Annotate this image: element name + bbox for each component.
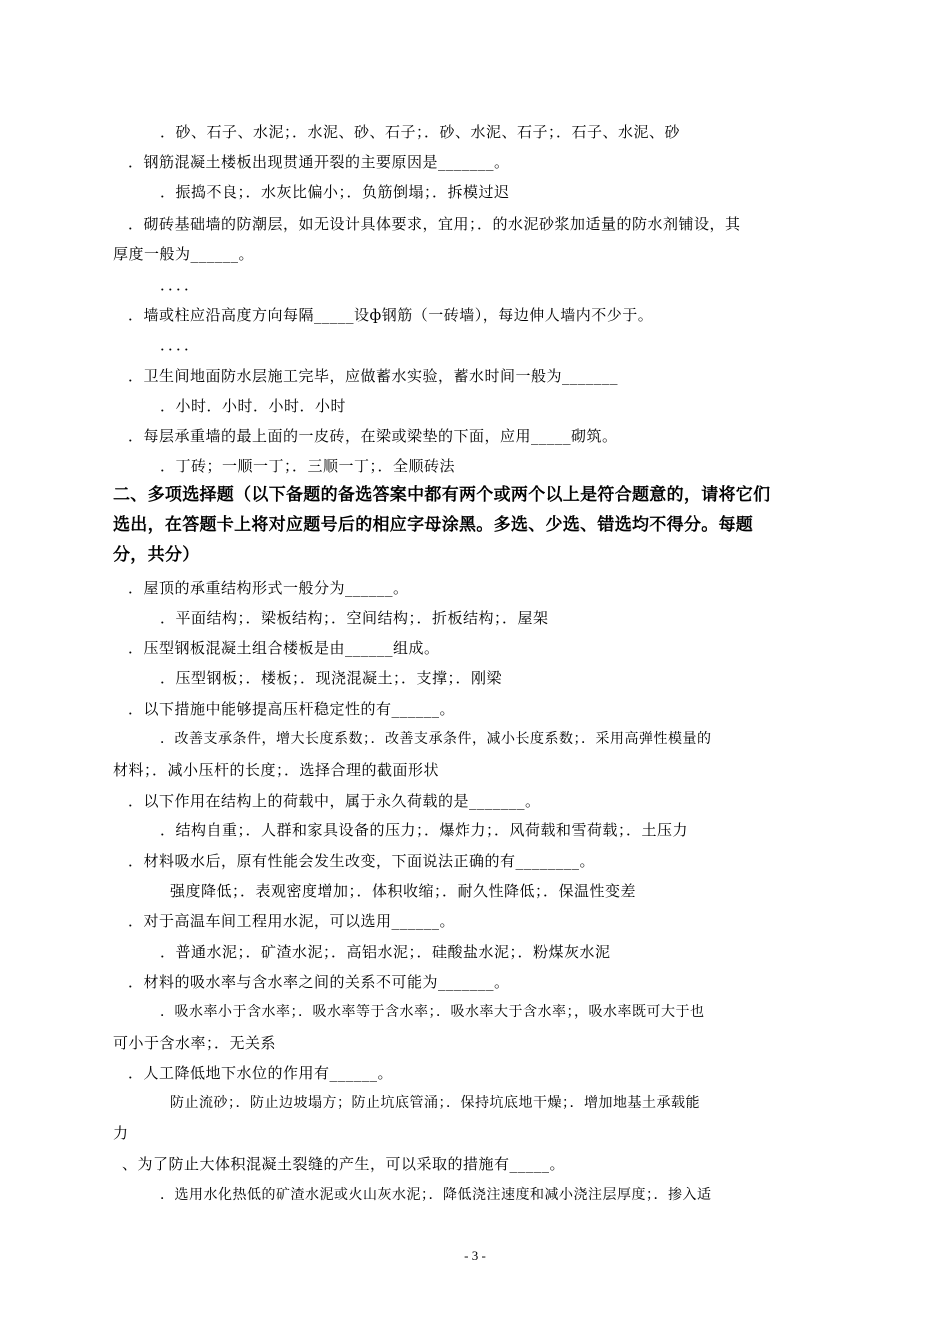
text-line: ．对于高温车间工程用水泥，可以选用______。 [128,912,456,930]
text-line: ．结构自重；．人群和家具设备的压力；．爆炸力；．风荷载和雪荷载；．土压力 [160,821,689,839]
text-line: ．普通水泥；．矿渣水泥；．高铝水泥；．硅酸盐水泥；．粉煤灰水泥 [160,943,611,961]
text-line: ．墙或柱应沿高度方向每隔_____设ф钢筋（一砖墙），每边伸人墙内不少于。 [128,306,654,324]
text-line: ．．．． [160,276,200,294]
text-line: ．吸水率小于含水率；．吸水率等于含水率；．吸水率大于含水率；，吸水率既可大于也 [160,1004,705,1020]
text-line: ．选用水化热低的矿渣水泥或火山灰水泥；．降低浇注速度和减小浇注层厚度；．掺入适 [160,1187,712,1203]
text-line: ．卫生间地面防水层施工完毕，应做蓄水实验，蓄水时间一般为_______ [128,367,619,385]
text-line: 、为了防止大体积混凝土裂缝的产生，可以采取的措施有_____。 [122,1155,566,1173]
text-line: ．丁砖；一顺一丁；．三顺一丁；．全顺砖法 [160,457,456,475]
text-line: ．振捣不良；．水灰比偏小；．负筋倒塌；．拆模过迟 [160,183,510,201]
section-heading: 选出，在答题卡上将对应题号后的相应字母涂黑。多选、少选、错选均不得分。每题 [113,515,754,535]
text-line: ．以下措施中能够提高压杆稳定性的有______。 [128,700,456,718]
text-line: ．压型钢板混凝土组合楼板是由______组成。 [128,639,440,657]
section-heading: 二、多项选择题（以下备题的备选答案中都有两个或两个以上是符合题意的，请将它们 [113,485,771,505]
text-line: ．砂、石子、水泥；．水泥、砂、石子；．砂、水泥、石子；．石子、水泥、砂 [160,123,681,141]
text-line: 防止流砂；．防止边坡塌方；防止坑底管涌；．保持坑底地干燥；．增加地基土承载能 [170,1095,700,1111]
text-line: ．钢筋混凝土楼板出现贯通开裂的主要原因是_______。 [128,153,510,171]
text-line: ．屋顶的承重结构形式一般分为______。 [128,579,409,597]
text-line: ．小时．小时．小时．小时 [160,397,347,415]
text-line: 可小于含水率；．无关系 [113,1034,277,1052]
page-number: - 3 - [464,1248,486,1263]
text-line: ．人工降低地下水位的作用有______。 [128,1064,394,1082]
text-line: ．每层承重墙的最上面的一皮砖，在梁或梁垫的下面，应用_____砌筑。 [128,427,618,445]
text-line: 强度降低；．表观密度增加；．体积收缩；．耐久性降低；．保温性变差 [170,882,637,900]
text-line: ．材料的吸水率与含水率之间的关系不可能为_______。 [128,973,510,991]
text-line: ．以下作用在结构上的荷载中，属于永久荷载的是_______。 [128,792,541,810]
text-line: 力 [113,1124,129,1142]
text-line: ．压型钢板；．楼板；．现浇混凝土；．支撑；．刚梁 [160,669,503,687]
text-line: ．改善支承条件，增大长度系数；．改善支承条件，减小长度系数；．采用高弹性模量的 [160,731,712,747]
text-line: ．．．． [160,336,200,354]
section-heading: 分，共分） [113,545,200,565]
text-line: 材料；．减小压杆的长度；．选择合理的截面形状 [113,761,440,779]
text-line: 厚度一般为______。 [113,245,255,263]
text-line: ．材料吸水后，原有性能会发生改变，下面说法正确的有________。 [128,852,596,870]
text-line: ．平面结构；．梁板结构；．空间结构；．折板结构；．屋架 [160,609,549,627]
text-line: ．砌砖基础墙的防潮层，如无设计具体要求，宜用；．的水泥砂浆加适量的防水剂铺设，其 [128,215,741,233]
